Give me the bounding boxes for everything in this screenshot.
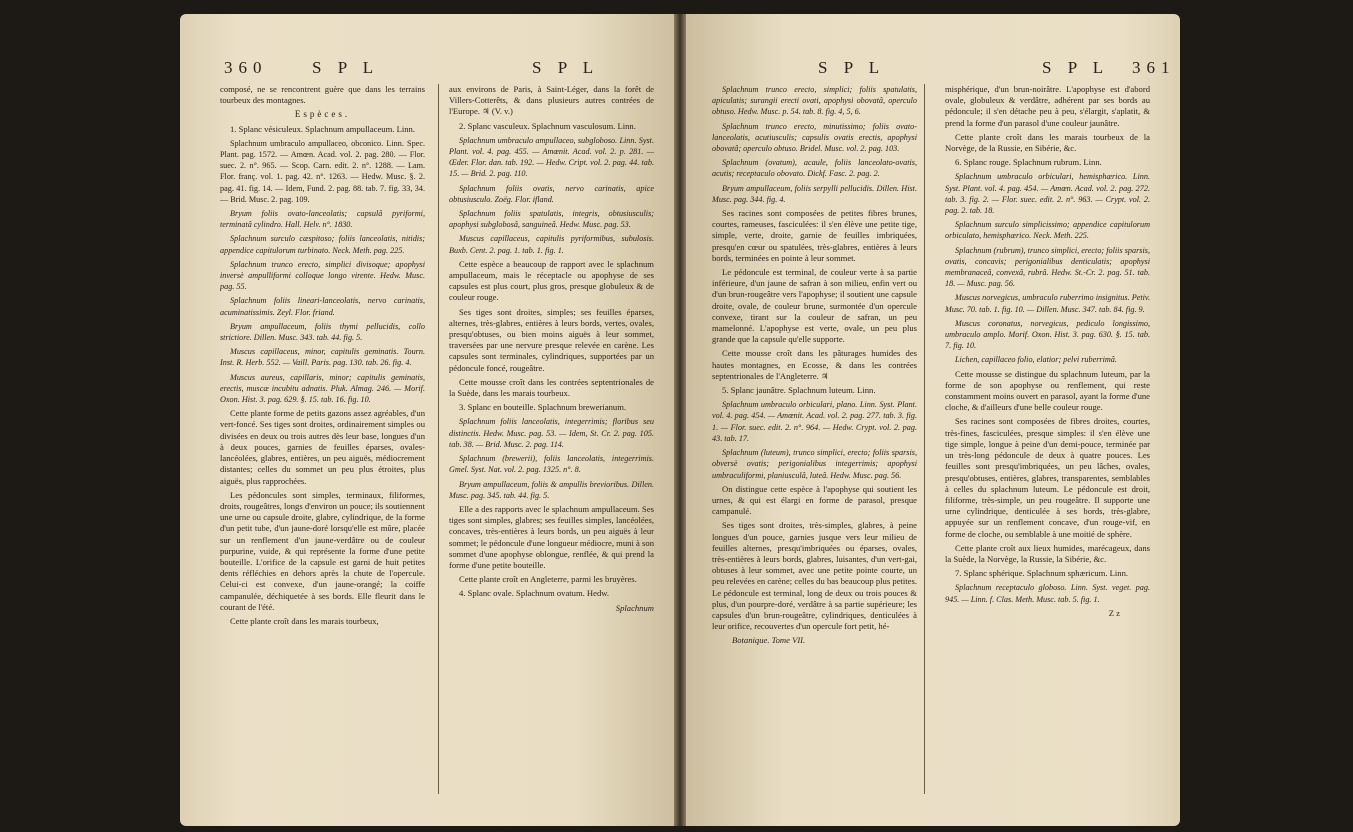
right-page bbox=[686, 14, 1180, 826]
right-column-1 bbox=[712, 84, 917, 814]
catchword: Splachnum bbox=[615, 602, 654, 613]
left-running-head-title-2: S P L bbox=[532, 58, 600, 77]
paragraph: misphérique, d'un brun-noirâtre. L'apophyse est d'abord ovale, globuleux & verdâtre, adhérent par ses bords au pédoncule; il s'en détache peu à peu, s'élargit, s'aplatit, & prend la forme d'un parasol d'une couleur jaunâtre. bbox=[945, 84, 1150, 128]
description: Cette mousse croît dans les contrées septentrionales de la Suède, dans les marais tourbeux. bbox=[449, 376, 654, 399]
synonym: Splachnum foliis ovatis, nervo carinatis, apice obtusiusculo. Zoëg. Flor. ifland. bbox=[449, 183, 654, 204]
open-book bbox=[180, 14, 1180, 826]
synonym: Bryum ampullaceum, foliis serpylli pellucidis. Dillen. Hist. Musc. pag. 344. fig. 4. bbox=[712, 183, 917, 204]
right-column-2 bbox=[945, 84, 1150, 814]
description: Cette plante croît aux lieux humides, marécageux, dans la Suède, la Norvège, la Russie, la Sibérie, &c. bbox=[945, 542, 1150, 564]
description: Ses racines sont composées de petites fibres brunes, courtes, rameuses, fasciculées: il s'en élève une petite tige, simple, verte, droite, garnie de feuilles imbriquées, presqu'en cœur ou spatulées, très-glabres, entières à leurs bords, terminées en pointe à leur sommet. bbox=[712, 208, 917, 263]
species-title: 3. Splanc en bouteille. Splachnum brewerianum. bbox=[459, 402, 627, 413]
description: Elle a des rapports avec le splachnum ampullaceum. Ses tiges sont simples, glabres; ses feuilles simples, lancéolées, concaves, très-entières à leurs bords, un peu aiguës à leur sommet; le pédoncule d'une longueur médiocre, muni à son sommet d'une apophyse oblongue, renflée, & qui prend la forme d'une petite bouteille. bbox=[449, 503, 654, 570]
synonym: Muscus aureus, capillaris, minor; capitulis geminatis, erectis, muscæ incubitu adnatis. Pluk. Almag. 246. — Morif. Oxon. Hist. 3. pag. 629. §. 15. tab. 16. fig. 10. bbox=[220, 372, 425, 405]
right-running-head-title: S P L bbox=[1042, 58, 1110, 77]
description: Cette mousse se distingue du splachnum luteum, par la forme de son apophyse ou renflement, qui reste constamment moins ouvert en parasol, ayant la forme d'une cloche, & d'ailleurs d'une belle couleur rouge. bbox=[945, 368, 1150, 413]
synonym: Muscus norvegicus, umbraculo ruberrimo insignitus. Petiv. Musc. 70. tab. 1. fig. 10. — Dillen. Musc. 347. tab. 84. fig. 9. bbox=[945, 293, 1150, 314]
column-rule bbox=[924, 84, 925, 794]
synonym: Lichen, capillaceo folio, elatior; pelvi ruberrimâ. bbox=[955, 355, 1117, 365]
section-heading: Espèces. bbox=[294, 109, 351, 120]
left-running-head-title: S P L bbox=[312, 58, 380, 77]
synonym: Splachnum umbraculo orbiculari, plano. Linn. Syst. Plant. vol. 4. pag. 454. — Amœnit. Acad. vol. 2. pag. 277. tab. 3. fig. 1. — Flor. suec. edit. 2. n°. 964. — Hedw. Crypt. vol. 2. pag. 43. tab. 17. bbox=[712, 400, 917, 443]
species-title: 7. Splanc sphérique. Splachnum sphæricum. Linn. bbox=[955, 568, 1129, 579]
book-gutter bbox=[674, 14, 686, 826]
synonym: Bryum ampullaceum, foliis thymi pellucidis, collo strictiore. Dillen. Musc. 343. tab. 44. fig. 5. bbox=[220, 321, 425, 343]
synonym: Splachnum trunco erecto, simplici divisoque; apophysi inversè ampulliformi colloque longo virente. Hedw. Musc. pag. 55. bbox=[220, 259, 425, 292]
page-footer: Botanique. Tome VII. bbox=[732, 635, 806, 646]
paragraph: aux environs de Paris, à Saint-Léger, dans la forêt de Villers-Cotterêts, & dans plusieurs autres contrées de l'Europe. ♃ (V. v.) bbox=[449, 84, 654, 117]
synonym: Muscus coronatus, norvegicus, pediculo longissimo, umbraculo amplo. Morif. Oxon. Hist. 3. pag. 630. §. 15. tab. 7. fig. 10. bbox=[945, 318, 1150, 351]
synonym: Splachnum foliis lineari-lanceolatis, nervo carinatis, acuminatissimis. Zeyl. Flor. friand. bbox=[220, 296, 425, 317]
synonym: Bryum ampullaceum, foliis & ampullis brevioribus. Dillen. Musc. pag. 345. tab. 44. fig. 5. bbox=[449, 479, 654, 500]
left-column-2 bbox=[449, 84, 654, 814]
left-running-head bbox=[180, 58, 674, 82]
synonym: Splachnum (ovatum), acaule, foliis lanceolato-ovatis, acutis; receptaculo obovato. Dickf. Fasc. 2. pag. 2. bbox=[712, 158, 917, 179]
synonym: Muscus capillaceus, capitulis pyriformibus, subulosis. Buxb. Cent. 2. pag. 1. tab. 1. fig. 1. bbox=[449, 234, 654, 255]
synonym: Splachnum receptaculo globoso. Linn. Syst. veget. pag. 945. — Linn. f. Clas. Meth. Musc. tab. 5. fig. 1. bbox=[945, 583, 1150, 604]
left-page bbox=[180, 14, 674, 826]
species-title: 6. Splanc rouge. Splachnum rubrum. Linn. bbox=[955, 157, 1102, 168]
description: Le pédoncule est terminal, de couleur verte à sa partie inférieure, d'un jaune de safran à son milieu, enfin vert ou d'un brun-rougeâtre vers l'apophyse; il soutient une capsule droite, ovale, de couleur brune, surmontée d'un opercule convexe, tirant sur la couleur de safran, un peu mamelonné. L'apophyse est verte, ovale, un peu plus grande que la capsule qu'elle supporte. bbox=[712, 267, 917, 345]
description: Cette plante croît dans les marais tourbeux, bbox=[230, 615, 379, 626]
description: Les pédoncules sont simples, terminaux, filiformes, droits, rougeâtres, longs d'environ un pouce; ils soutiennent une urne ou capsule droite, glabre, cylindrique, de la forme d'un petit tube, d'un jaune-doré lorsqu'elle est mûre, placée sur un renflement d'un jaune-verdâtre ou de couleur purpurine, vuide, & qui représente la forme d'une petite bouteille. L'orifice de la capsule est garni de huit petites dents réfléchies en dehors après la chute de l'opercule. Celui-ci est convexe, d'un jaune-orangé; la coiffe campanulée, déchiquetée à ses bords. Elle fleurit dans le courant de l'été. bbox=[220, 489, 425, 612]
synonym: Splachnum umbraculo ampullaceo, obconico. Linn. Spec. Plant. pag. 1572. — Amœn. Acad. vol. 2. pag. 280. — Flor. suec. 2. n°. 965. — Scop. Carn. edit. 2. n°. 1288. — Lam. Flor. franç. vol. 1. pag. 42. n°. 1263. — Hedw. Musc. §. 2. pag. 41. fig. 14. — Idem, Fund. 2. pag. 88. tab. 7. fig. 33, 34. — Brid. Musc. 2. pag. 109. bbox=[220, 138, 425, 204]
synonym: Splachnum trunco erecto, minutissimo; foliis ovato-lanceolatis, acutiusculis; capsulis ovatis erectis, apophysi obovatâ; operculo obtuso. Bridel. Musc. vol. 2. pag. 103. bbox=[712, 121, 917, 154]
description: Cette espèce a beaucoup de rapport avec le splachnum ampullaceum, mais le réceptacle ou apophyse de ses capsules est plus court, plus gros, presque globuleux & de couleur rouge. bbox=[449, 258, 654, 303]
synonym: Splachnum umbraculo orbiculari, hemisphærico. Linn. Syst. Plant. vol. 4. pag. 454. — Amœn. Acad. vol. 2. pag. 272. tab. 3. fig. 2. — Flor. suec. edit. 2. n°. 963. — Crypt. vol. 2. pag. 2. tab. 18. bbox=[945, 172, 1150, 216]
description: Cette plante croît dans les marais tourbeux de la Norvège, de la Russie, en Sibérie, &c. bbox=[945, 131, 1150, 154]
synonym: Bryum foliis ovato-lanceolatis; capsulâ pyriformi, terminatâ cylindro. Hall. Helv. n°. 1830. bbox=[220, 209, 425, 230]
synonym: Splachnum surculo simplicissimo; appendice capitulorum orbiculato, hemisphærico. Neck. Meth. 225. bbox=[945, 220, 1150, 241]
species-title: 4. Splanc ovale. Splachnum ovatum. Hedw. bbox=[459, 588, 610, 599]
synonym: Splachnum (brewerii), foliis lanceolatis, integerrimis. Gmel. Syst. Nat. vol. 2. pag. 1325. n°. 8. bbox=[449, 454, 654, 475]
synonym: Splachnum foliis lanceolatis, integerrimis; floribus seu distinctis. Hedw. Musc. pag. 53. — Idem, St. Cr. 2. pag. 105. tab. 38. — Brid. Musc. 2. pag. 114. bbox=[449, 417, 654, 449]
description: Ses racines sont composées de fibres droites, courtes, très-fines, fasciculées, presque simples: il s'en élève une tige simple, longue à peine d'un demi-pouce, terminée par un très-long pédoncule de deux à quatre pouces. Les feuilles sont presqu'imbriquées, un peu lâches, ovales, presqu'obtuses, entières, glabres, transparentes, semblables à celles du splachnum luteum. Le pédoncule est droit, filiforme, très-simple, un peu rougeâtre. Il supporte une urne cylindrique, denticulée à ses bords, très-glabre, appuyée sur un renflement concave, d'un rouge-vif, en forme de cloche, ou semblable à une moitié de sphère. bbox=[945, 416, 1150, 539]
synonym: Splachnum surculo cæspitoso; foliis lanceolatis, nitidis; appendice capitulorum turbinato. Neck. Meth. pag. 225. bbox=[220, 234, 425, 255]
left-page-number: 360 bbox=[224, 58, 268, 77]
synonym: Muscus capillaceus, minor, capitulis geminatis. Tourn. Inst. R. Herb. 552. — Vaill. Paris. pag. 130. tab. 26. fig. 4. bbox=[220, 347, 425, 368]
right-page-number: 361 bbox=[1132, 58, 1176, 77]
column-rule bbox=[438, 84, 439, 794]
synonym: Splachnum umbraculo ampullaceo, subgloboso. Linn. Syst. Plant. vol. 4. pag. 455. — Amœnit. Acad. vol. 2. p. 281. — Œder. Flor. dan. tab. 192. — Hedw. Cript. vol. 2. pag. 44. tab. 15. — Brid. 2. pag. 110. bbox=[449, 135, 654, 179]
species-title: 1. Splanc vésiculeux. Splachnum ampullaceum. Linn. bbox=[230, 123, 415, 134]
synonym: Splachnum (luteum), trunco simplici, erecto; foliis sparsis, obversè ovatis; perigonialibus integerrimis; apophysi umbraculiformi, planiusculâ, luteâ. Hedw. Musc. pag. 56. bbox=[712, 448, 917, 480]
species-title: 2. Splanc vasculeux. Splachnum vasculosum. Linn. bbox=[459, 120, 636, 131]
species-title: 5. Splanc jaunâtre. Splachnum luteum. Linn. bbox=[722, 385, 876, 396]
left-column-1 bbox=[220, 84, 425, 814]
description: Cette plante croît en Angleterre, parmi les bruyères. bbox=[459, 574, 637, 585]
description: On distingue cette espèce à l'apophyse qui soutient les urnes, & qui est élargi en forme de parasol, presque campanulé. bbox=[712, 483, 917, 517]
description: Cette plante forme de petits gazons assez agréables, d'un vert-foncé. Ses tiges sont droites, ordinairement simples ou divisées en deux ou trois autres dès leur base, longues d'un à deux pouces, garnies de feuilles éparses, ovales-lancéolées, glabres, entières, un peu aiguës, médiocrement distantes; celles du sommet un peu plus étroites, plus aiguës, plus rapprochées. bbox=[220, 408, 425, 486]
signature-mark: Z z bbox=[1108, 607, 1120, 618]
synonym: Splachnum trunco erecto, simplici; foliis spatulatis, apiculatis; surangii erecti ovati, apophysi obovatâ, operculo obtuso. Hedw. Musc. p. 54. tab. 8. fig. 4, 5, 6. bbox=[712, 85, 917, 117]
right-running-head-title-1: S P L bbox=[818, 58, 886, 77]
right-running-head bbox=[686, 58, 1180, 82]
description: Cette mousse croît dans les pâturages humides des hautes montagnes, en Ecosse, & dans les contrées septentrionales de l'Angleterre. ♃ bbox=[712, 348, 917, 381]
synonym: Splachnum (rubrum), trunco simplici, erecto; foliis sparsis, ovatis, concavis; perigonialibus denticulatis; apophysi membranaceâ, convexâ, rubrâ. Hedw. St.-Cr. 2. pag. 51. tab. 18. — Musc. pag. 56. bbox=[945, 245, 1150, 289]
paragraph: composé, ne se rencontrent guère que dans les terrains tourbeux des montagnes. bbox=[220, 84, 425, 106]
description: Ses tiges sont droites, très-simples, glabres, à peine longues d'un pouce, garnies jusque vers leur milieu de feuilles alternes, presqu'imbriquées ou éparses, ovales, très-entières à leurs bords, glabres, luisantes, d'un vert-gai, obtuses à leur sommet, avec une petite pointe courte, un peu relevées en carène; celles du bas beaucoup plus petites. Le pédoncule est terminal, long de deux ou trois pouces & plus, d'un pourpre-doré, verdâtre à sa partie supérieure; les capsules d'un brun-rougeâtre, cylindriques, denticulées à leur orifice, recouvertes d'un opercule fort petit, hé- bbox=[712, 520, 917, 632]
synonym: Splachnum foliis spatulatis, integris, obtusiusculis; apophysi subglobosâ, sanguineâ. Hedw. Musc. pag. 53. bbox=[449, 209, 654, 230]
description: Ses tiges sont droites, simples; ses feuilles éparses, alternes, très-glabres, entières à leurs bords, vertes, ovales, presqu'obtuses, ou bien moins aiguës à leur sommet, traversées par une nervure presque relevée en carène. Les capsules sont terminales, cylindriques, supportées par un pédoncule foncé, rougeâtre. bbox=[449, 306, 654, 373]
